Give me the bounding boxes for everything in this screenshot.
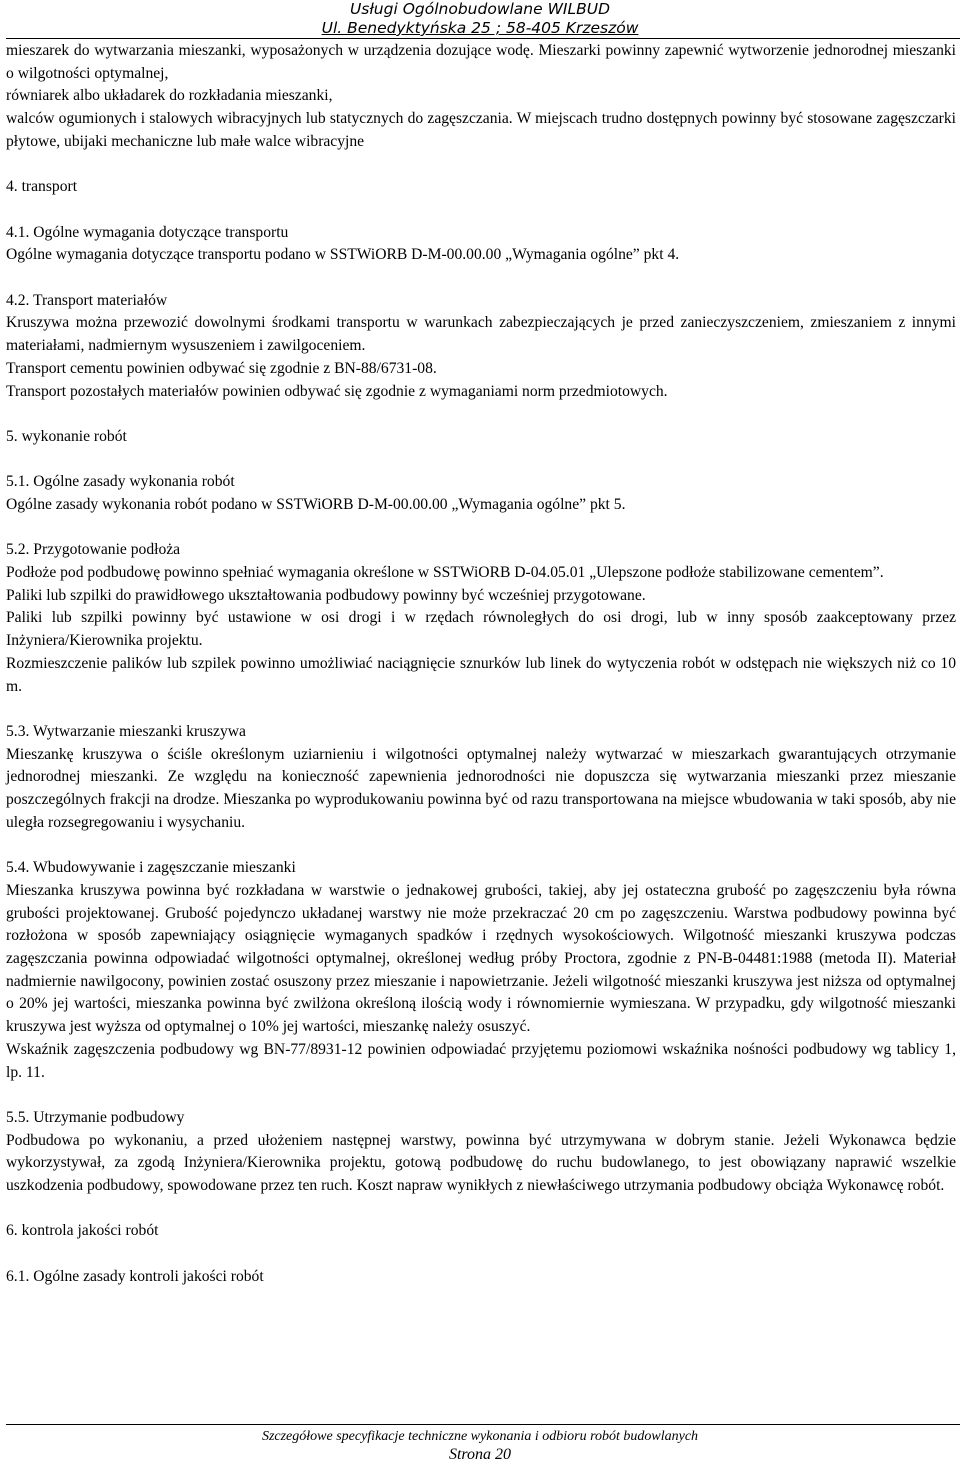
company-address: Ul. Benedyktyńska 25 ; 58-405 Krzeszów — [321, 19, 639, 37]
subsection-heading: 4.1. Ogólne wymagania dotyczące transportu — [6, 223, 289, 241]
page-footer — [0, 1428, 960, 1464]
paragraph: Ogólne zasady wykonania robót podano w SSTWiORB D-M-00.00.00 „Wymagania ogólne” pkt 5. — [6, 495, 626, 513]
paragraph: Transport cementu powinien odbywać się zgodnie z BN-88/6731-08. — [6, 359, 437, 377]
paragraph: Wskaźnik zagęszczenia podbudowy wg BN-77/8931-12 powinien odpowiadać przyjętemu poziomowi wskaźnika nośności podbudowy wg tablicy 1, lp. 11. — [6, 1040, 956, 1081]
section-heading: 6. kontrola jakości robót — [6, 1222, 159, 1240]
footer-document-title: Szczegółowe specyfikacje techniczne wykonania i odbioru robót budowlanych — [261, 1429, 699, 1444]
company-name: Usługi Ogólnobudowlane WILBUD — [349, 0, 611, 18]
paragraph: Transport pozostałych materiałów powinien odbywać się zgodnie z wymaganiami norm przedmiotowych. — [6, 382, 668, 400]
subsection-heading: 5.2. Przygotowanie podłoża — [6, 541, 181, 559]
subsection-heading: 5.4. Wbudowywanie i zagęszczanie mieszanki — [6, 859, 296, 877]
document-body — [6, 40, 956, 1289]
paragraph: mieszarek do wytwarzania mieszanki, wyposażonych w urządzenia dozujące wodę. Mieszarki powinny zapewnić wytworzenie jednorodnej mieszanki o wilgotności optymalnej, — [6, 42, 956, 82]
subsection-heading: 5.5. Utrzymanie podbudowy — [6, 1108, 185, 1126]
paragraph: Kruszywa można przewozić dowolnymi środkami transportu w warunkach zabezpieczających je przed zanieczyszczeniem, zmieszaniem z innymi materiałami, nadmiernym wysuszeniem i zawilgoceniem. — [6, 314, 956, 355]
header-divider — [6, 38, 960, 39]
paragraph: Mieszankę kruszywa o ściśle określonym uziarnieniu i wilgotności optymalnej należy wytwarzać w mieszarkach gwarantujących otrzymanie jednorodnej mieszanki. Ze względu na konieczność zapewnienia jednorodności nie dopuszcza się wytwarzania mieszanki przez mieszanie poszczególnych frakcji na drodze. Mieszanka po wyprodukowaniu powinna być od razu transportowana na miejsce wbudowania w taki sposób, aby nie uległa rozsegregowaniu i wysychaniu. — [6, 745, 956, 831]
paragraph: Paliki lub szpilki powinny być ustawione w osi drogi i w rzędach równoległych do osi drogi, lub w inny sposób zaakceptowany przez Inżyniera/Kierownika projektu. — [6, 609, 956, 650]
paragraph: Mieszanka kruszywa powinna być rozkładana w warstwie o jednakowej grubości, takiej, aby jej ostateczna grubość po zagęszczeniu była równa grubości projektowanej. Grubość pojedynczo układanej warstwy nie może przekraczać 20 cm po zagęszczeniu. Warstwa podbudowy powinna być rozłożona w sposób zapewniający osiągnięcie wymaganych spadków i rzędnych wysokościowych. Wilgotność mieszanki kruszywa podczas zagęszczania powinna odpowiadać wilgotności optymalnej, określonej według próby Proctora, zgodnie z PN-B-04481:1988 (metoda II). Materiał nadmiernie nawilgocony, powinien zostać osuszony przez mieszanie i napowietrzanie. Jeżeli wilgotność mieszanki kruszywa jest niższa od optymalnej o 20% jej wartości, mieszanka powinna być zwilżona określoną ilością wody i równomiernie wymieszana. W przypadku, gdy wilgotność mieszanki kruszywa jest wyższa od optymalnej o 10% jej wartości, mieszankę należy osuszyć. — [6, 881, 956, 1036]
paragraph: Paliki lub szpilki do prawidłowego ukształtowania podbudowy powinny być wcześniej przygotowane. — [6, 586, 646, 604]
paragraph: walców ogumionych i stalowych wibracyjnych lub statycznych do zagęszczania. W miejscach trudno dostępnych powinny być stosowane zagęszczarki płytowe, ubijaki mechaniczne lub małe walce wibracyjne — [6, 110, 956, 150]
section-heading: 4. transport — [6, 178, 78, 196]
paragraph: Ogólne wymagania dotyczące transportu podano w SSTWiORB D-M-00.00.00 „Wymagania ogólne” pkt 4. — [6, 246, 680, 264]
page-number: Strona 20 — [448, 1446, 512, 1463]
subsection-heading: 6.1. Ogólne zasady kontroli jakości robót — [6, 1267, 264, 1285]
paragraph: równiarek albo układarek do rozkładania mieszanki, — [6, 87, 333, 105]
subsection-heading: 5.1. Ogólne zasady wykonania robót — [6, 473, 235, 491]
subsection-heading: 4.2. Transport materiałów — [6, 291, 168, 309]
page-header — [0, 0, 960, 38]
paragraph: Podłoże pod podbudowę powinno spełniać wymagania określone w SSTWiORB D-04.05.01 „Ulepszone podłoże stabilizowane cementem”. — [6, 564, 884, 582]
footer-divider — [6, 1424, 960, 1425]
section-heading: 5. wykonanie robót — [6, 427, 127, 445]
paragraph: Podbudowa po wykonaniu, a przed ułożeniem następnej warstwy, powinna być utrzymywana w dobrym stanie. Jeżeli Wykonawca będzie wykorzystywał, za zgodą Inżyniera/Kierownika projektu, gotową podbudowę do ruchu budowlanego, to jest obowiązany naprawić wszelkie uszkodzenia podbudowy, spowodowane przez ten ruch. Koszt napraw wynikłych z niewłaściwego utrzymania podbudowy obciąża Wykonawcę robót. — [6, 1131, 956, 1195]
paragraph: Rozmieszczenie palików lub szpilek powinno umożliwiać naciągnięcie sznurków lub linek do wytyczenia robót w odstępach nie większych niż co 10 m. — [6, 654, 956, 695]
subsection-heading: 5.3. Wytwarzanie mieszanki kruszywa — [6, 722, 246, 740]
